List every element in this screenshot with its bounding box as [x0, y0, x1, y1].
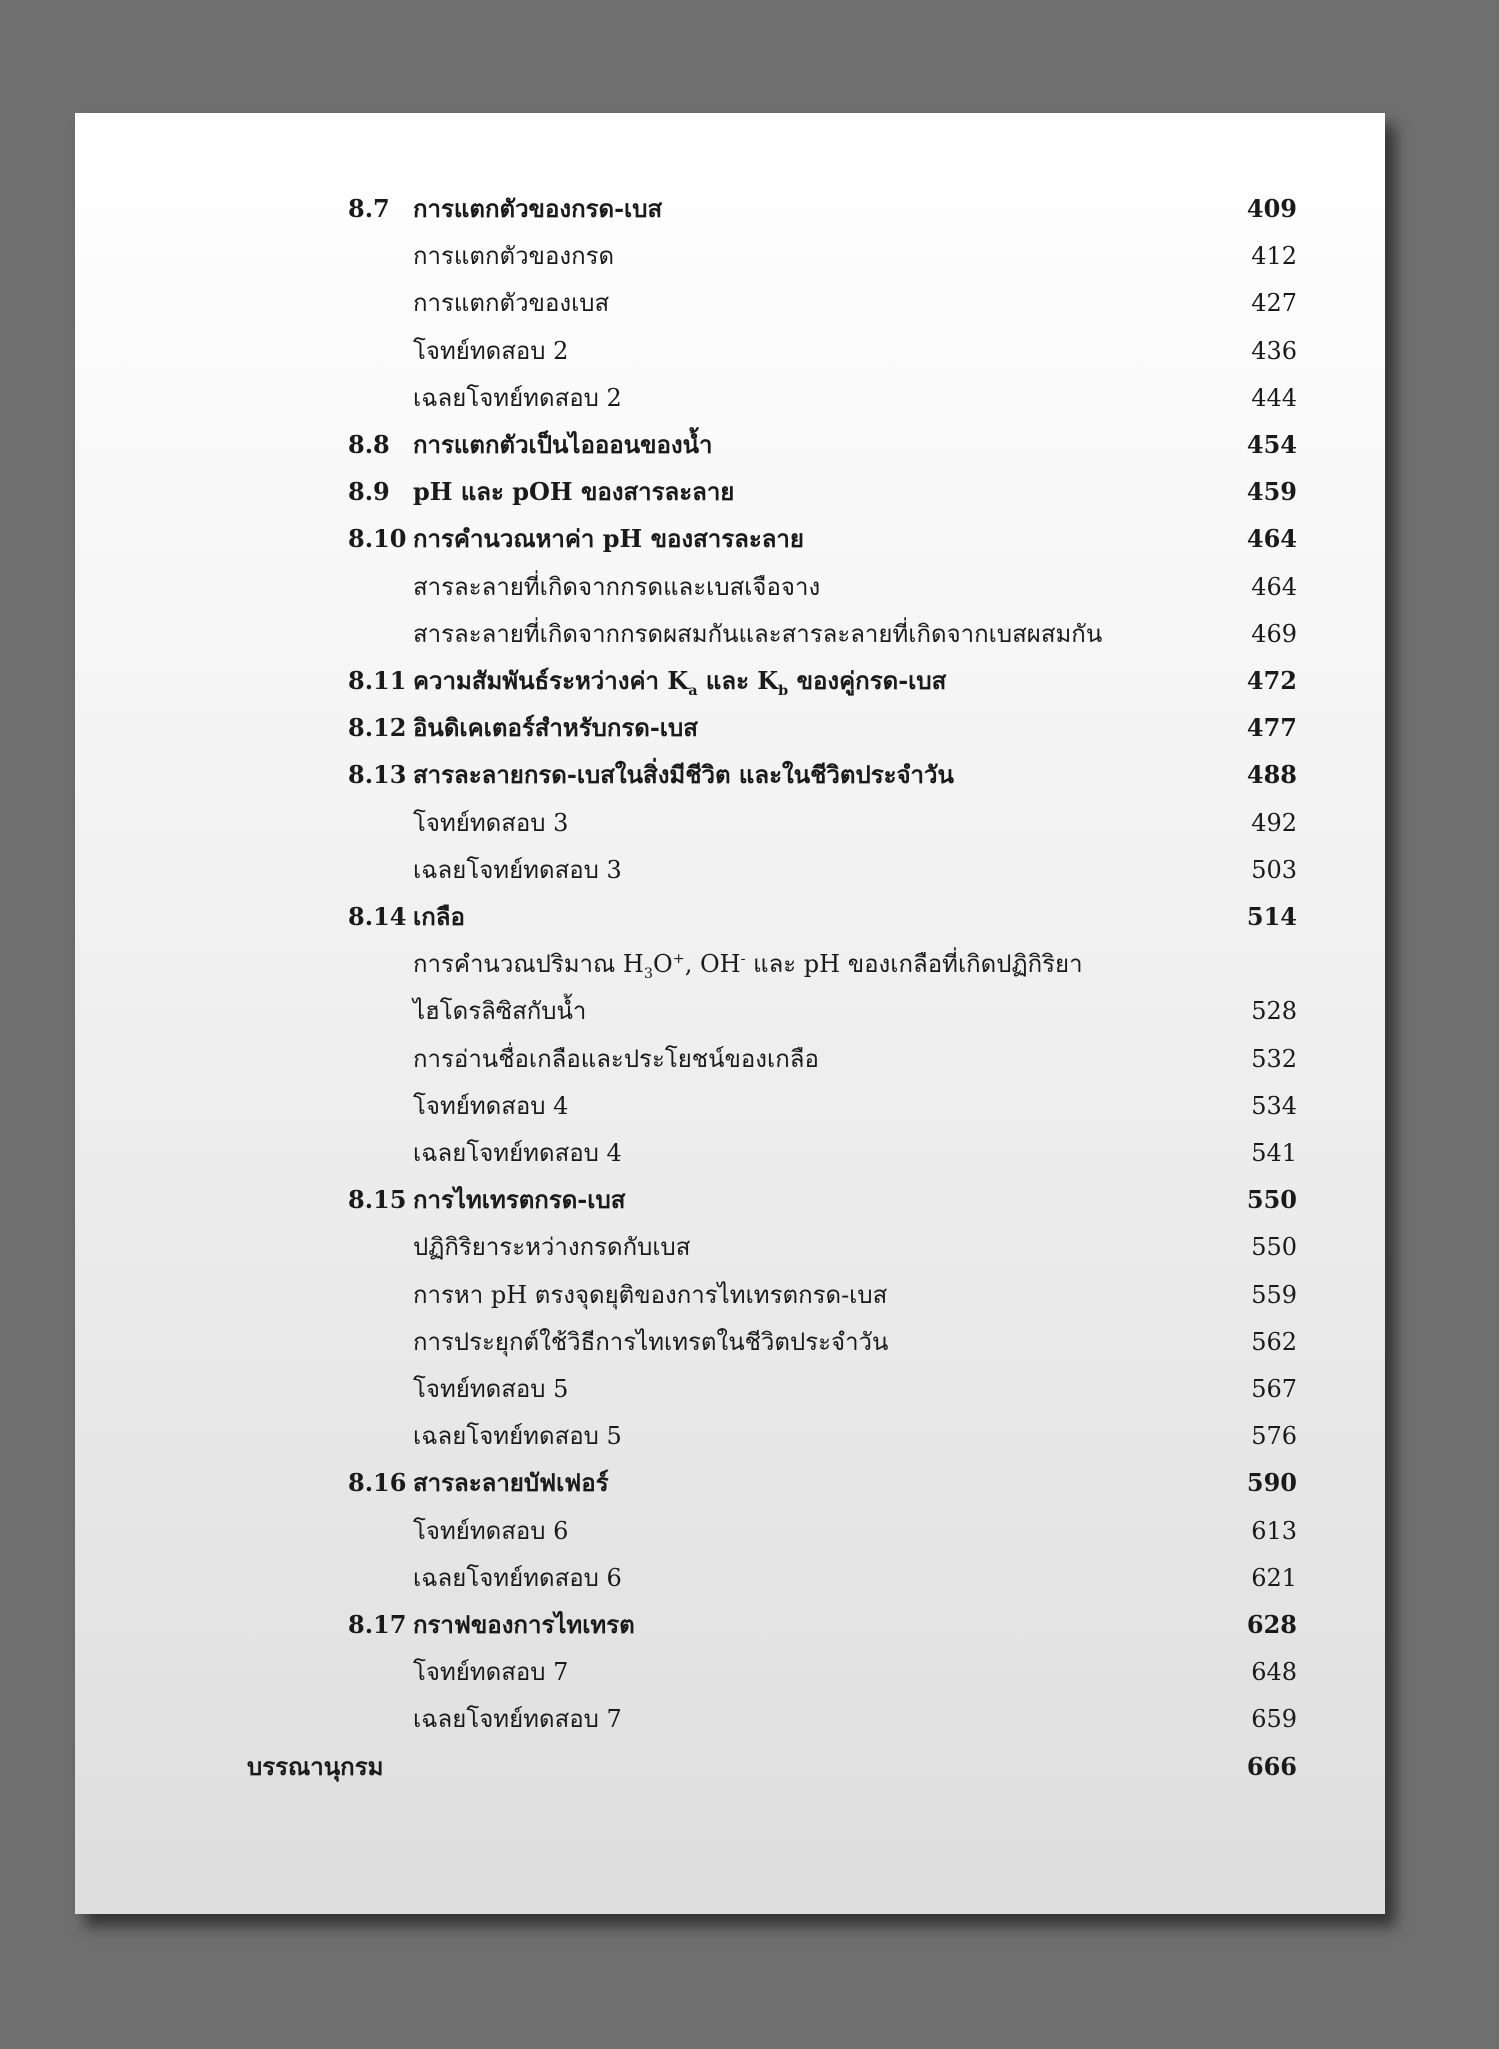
- toc-entry-title: pH และ pOH ของสารละลาย: [413, 477, 735, 507]
- toc-section-row: [75, 519, 1385, 559]
- toc-page-number: 528: [1251, 997, 1297, 1026]
- toc-entry-title: เฉลยโจทย์ทดสอบ 2: [413, 383, 622, 412]
- toc-entry-title: สารละลายบัฟเฟอร์: [413, 1468, 609, 1498]
- toc-entry-title: เฉลยโจทย์ทดสอบ 5: [413, 1422, 622, 1451]
- toc-bibliography-row: [75, 1747, 1385, 1787]
- toc-section-row: [75, 755, 1385, 795]
- toc-subsection-row: [75, 1086, 1385, 1126]
- toc-section-number: 8.8: [348, 430, 390, 459]
- toc-entry-title: การคำนวณหาค่า pH ของสารละลาย: [413, 524, 804, 554]
- toc-page-number: 436: [1251, 336, 1297, 365]
- toc-subsection-row: [75, 1275, 1385, 1315]
- toc-page-number: 541: [1251, 1139, 1297, 1167]
- toc-page-number: 514: [1246, 902, 1297, 931]
- toc-subsection-row: [75, 1227, 1385, 1267]
- title-script-part: 3: [643, 965, 653, 982]
- toc-page-number: 409: [1246, 194, 1297, 223]
- toc-entry-title: การหา pH ตรงจุดยุติของการไทเทรตกรด-เบส: [413, 1280, 888, 1309]
- toc-page-number: 488: [1246, 760, 1297, 790]
- toc-entry-title: การแตกตัวของกรด: [413, 242, 615, 271]
- title-text-part: และ pH ของเกลือที่เกิดปฏิกิริยา: [745, 950, 1083, 979]
- toc-entry-title: สารละลายกรด-เบสในสิ่งมีชีวิต และในชีวิตประจำวัน: [413, 760, 954, 790]
- document-page: [75, 113, 1385, 1914]
- toc-subsection-row: [75, 567, 1385, 607]
- toc-subsection-row: [75, 803, 1385, 843]
- toc-page-number: 464: [1246, 524, 1297, 554]
- toc-entry-title: [413, 944, 1083, 984]
- toc-subsection-row: [75, 1511, 1385, 1551]
- toc-subsection-row: [75, 331, 1385, 371]
- toc-section-number: 8.10: [348, 524, 407, 554]
- title-text-part: , OH: [684, 950, 741, 979]
- toc-section-number: 8.14: [348, 902, 407, 931]
- toc-subsection-row: [75, 236, 1385, 276]
- toc-entry-title: เฉลยโจทย์ทดสอบ 6: [413, 1563, 622, 1592]
- toc-entry-title: เฉลยโจทย์ทดสอบ 3: [413, 855, 622, 884]
- toc-page-number: 613: [1251, 1516, 1297, 1545]
- toc-page-number: 464: [1251, 572, 1297, 601]
- toc-subsection-row: [75, 1558, 1385, 1598]
- title-script-part: +: [672, 951, 685, 968]
- toc-page-number: 469: [1251, 619, 1297, 648]
- toc-page-number: 666: [1246, 1751, 1297, 1781]
- toc-section-number: 8.7: [348, 194, 390, 223]
- toc-entry-title: การแตกตัวเป็นไอออนของน้ำ: [413, 430, 713, 459]
- toc-entry-title: โจทย์ทดสอบ 3: [413, 808, 569, 837]
- toc-page-number: 534: [1251, 1091, 1297, 1120]
- title-text-part: O: [652, 950, 673, 979]
- toc-page-number: 454: [1246, 430, 1297, 459]
- toc-entry-title: เฉลยโจทย์ทดสอบ 4: [413, 1139, 622, 1167]
- toc-subsection-row: [75, 378, 1385, 418]
- toc-page-number: 503: [1251, 855, 1297, 884]
- toc-section-number: 8.11: [348, 666, 407, 695]
- toc-page-number: 459: [1246, 477, 1297, 507]
- toc-subsection-row: [75, 991, 1385, 1031]
- toc-page-number: 412: [1251, 242, 1297, 271]
- toc-section-row: [75, 1463, 1385, 1503]
- toc-section-number: 8.9: [348, 477, 390, 507]
- toc-entry-title: เกลือ: [413, 902, 465, 931]
- toc-entry-title: โจทย์ทดสอบ 5: [413, 1375, 569, 1403]
- toc-entry-title: การไทเทรตกรด-เบส: [413, 1185, 626, 1215]
- toc-page-number: 659: [1251, 1705, 1297, 1734]
- toc-section-row: [75, 1180, 1385, 1220]
- toc-page-number: 648: [1251, 1658, 1297, 1687]
- toc-page-number: 477: [1246, 713, 1297, 743]
- toc-section-number: 8.15: [348, 1185, 407, 1215]
- toc-entry-title: การประยุกต์ใช้วิธีการไทเทรตในชีวิตประจำวัน: [413, 1327, 889, 1356]
- toc-entry-title: สารละลายที่เกิดจากกรดผสมกันและสารละลายที่เกิดจากเบสผสมกัน: [413, 619, 1103, 648]
- toc-subsection-row: [75, 1039, 1385, 1079]
- table-of-contents: [75, 113, 1385, 1914]
- title-text-part: ของคู่กรด-เบส: [788, 666, 947, 695]
- toc-entry-title: ปฏิกิริยาระหว่างกรดกับเบส: [413, 1233, 691, 1262]
- toc-entry-title: สารละลายที่เกิดจากกรดและเบสเจือจาง: [413, 572, 821, 601]
- toc-subsection-row: [75, 1699, 1385, 1739]
- toc-section-row: [75, 897, 1385, 937]
- toc-entry-title: บรรณานุกรม: [247, 1751, 384, 1781]
- toc-page-number: 532: [1251, 1044, 1297, 1073]
- toc-entry-title: การแตกตัวของกรด-เบส: [413, 194, 663, 223]
- toc-page-number: 472: [1246, 666, 1297, 695]
- toc-entry-title: การอ่านชื่อเกลือและประโยชน์ของเกลือ: [413, 1044, 819, 1073]
- toc-subsection-row: [75, 1416, 1385, 1456]
- title-text-part: ความสัมพันธ์ระหว่างค่า K: [413, 666, 689, 695]
- title-text-part: และ K: [697, 666, 779, 695]
- toc-section-row: [75, 189, 1385, 229]
- toc-page-number: 550: [1251, 1233, 1297, 1262]
- toc-page-number: 550: [1246, 1185, 1297, 1215]
- toc-subsection-row: [75, 850, 1385, 890]
- toc-entry-title: อินดิเคเตอร์สำหรับกรด-เบส: [413, 713, 698, 743]
- title-script-part: b: [778, 681, 789, 699]
- title-script-part: -: [740, 951, 746, 968]
- toc-section-row: [75, 1605, 1385, 1645]
- toc-section-row: [75, 661, 1385, 701]
- toc-section-number: 8.16: [348, 1468, 407, 1498]
- toc-page-number: 590: [1246, 1468, 1297, 1498]
- toc-page-number: 621: [1251, 1563, 1297, 1592]
- toc-page-number: 628: [1246, 1610, 1297, 1639]
- toc-page-number: 576: [1251, 1422, 1297, 1451]
- toc-entry-title: โจทย์ทดสอบ 6: [413, 1516, 569, 1545]
- toc-page-number: 492: [1251, 808, 1297, 837]
- toc-page-number: 562: [1251, 1327, 1297, 1356]
- toc-subsection-row: [75, 1369, 1385, 1409]
- toc-section-row: [75, 472, 1385, 512]
- toc-entry-title: การแตกตัวของเบส: [413, 289, 610, 318]
- toc-entry-title: โจทย์ทดสอบ 2: [413, 336, 569, 365]
- toc-subsection-row: [75, 614, 1385, 654]
- toc-section-number: 8.17: [348, 1610, 407, 1639]
- toc-page-number: 559: [1251, 1280, 1297, 1309]
- toc-section-row: [75, 708, 1385, 748]
- toc-subsection-row: [75, 1652, 1385, 1692]
- toc-section-number: 8.12: [348, 713, 407, 743]
- toc-entry-title: [413, 661, 946, 701]
- toc-section-number: 8.13: [348, 760, 407, 790]
- toc-page-number: 444: [1251, 383, 1297, 412]
- title-script-part: a: [688, 681, 698, 699]
- toc-entry-title: โจทย์ทดสอบ 4: [413, 1091, 569, 1120]
- toc-entry-title: ไฮโดรลิซิสกับน้ำ: [413, 997, 587, 1026]
- toc-entry-title: กราฟของการไทเทรต: [413, 1610, 635, 1639]
- toc-subsection-row: [75, 1322, 1385, 1362]
- toc-entry-title: เฉลยโจทย์ทดสอบ 7: [413, 1705, 622, 1734]
- toc-subsection-row: [75, 1133, 1385, 1173]
- toc-page-number: 427: [1251, 289, 1297, 318]
- toc-page-number: 567: [1251, 1375, 1297, 1403]
- toc-section-row: [75, 425, 1385, 465]
- toc-entry-title: โจทย์ทดสอบ 7: [413, 1658, 569, 1687]
- toc-subsection-row: [75, 944, 1385, 984]
- title-text-part: การคำนวณปริมาณ H: [413, 950, 644, 979]
- toc-subsection-row: [75, 283, 1385, 323]
